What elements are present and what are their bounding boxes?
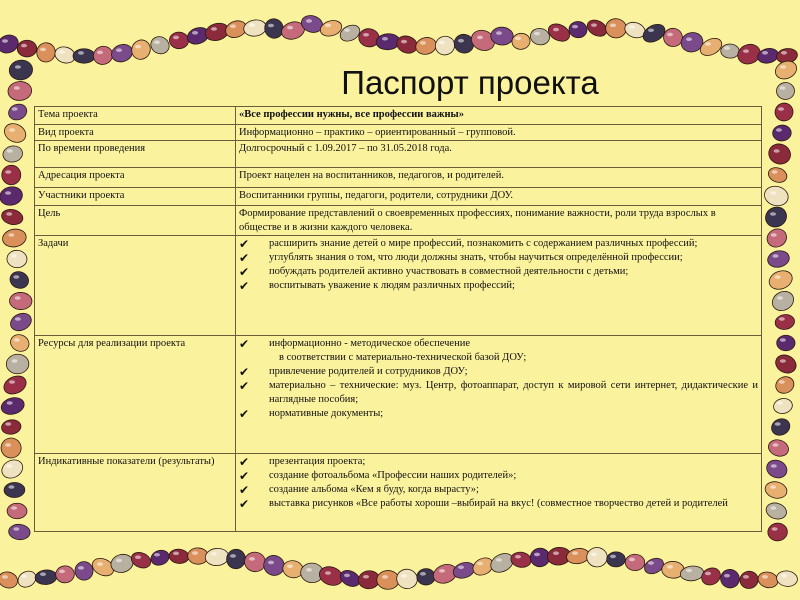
gem bbox=[36, 42, 56, 63]
gem bbox=[738, 569, 760, 590]
check-icon: ✔ bbox=[239, 407, 250, 421]
table-row bbox=[35, 188, 762, 206]
gem bbox=[2, 144, 24, 164]
row-label: Ресурсы для реализации проекта bbox=[35, 336, 236, 454]
check-icon: ✔ bbox=[239, 279, 250, 293]
gem bbox=[776, 570, 799, 588]
gem bbox=[586, 547, 608, 568]
gem bbox=[772, 124, 792, 141]
gem bbox=[128, 37, 153, 63]
gem bbox=[699, 565, 724, 589]
gem bbox=[772, 397, 793, 415]
gem bbox=[774, 313, 796, 331]
check-icon: ✔ bbox=[239, 265, 250, 279]
gem bbox=[772, 100, 796, 124]
gem bbox=[0, 32, 21, 56]
gem bbox=[1, 373, 29, 398]
page-title: Паспорт проекта bbox=[341, 64, 599, 101]
gem bbox=[55, 565, 75, 583]
gem bbox=[769, 416, 793, 438]
row-value bbox=[236, 336, 762, 454]
gem bbox=[8, 332, 32, 355]
results-list bbox=[239, 455, 758, 511]
check-icon: ✔ bbox=[239, 379, 250, 393]
gem bbox=[109, 42, 135, 65]
gem bbox=[511, 32, 531, 51]
row-label: Тема проекта bbox=[35, 107, 236, 125]
gem bbox=[773, 352, 800, 377]
check-icon: ✔ bbox=[239, 365, 250, 379]
row-value: Проект нацелен на воспитанников, педагогов, и родителей. bbox=[236, 168, 762, 188]
gem bbox=[764, 457, 790, 481]
gem bbox=[568, 21, 587, 39]
row-label: Индикативные показатели (результаты) bbox=[35, 454, 236, 532]
list-item: ✔ создание альбома «Кем я буду, когда вырасту»; bbox=[239, 483, 479, 497]
resources-list bbox=[239, 337, 758, 421]
table-row bbox=[35, 125, 762, 141]
gem bbox=[766, 141, 794, 168]
list-item: ✔ расширить знание детей о мире профессий, познакомить с содержанием различных профессий; bbox=[239, 237, 698, 251]
gem bbox=[529, 27, 551, 47]
gem bbox=[764, 501, 788, 522]
gem bbox=[8, 523, 31, 540]
gem bbox=[205, 547, 230, 566]
gem bbox=[625, 554, 645, 571]
gem bbox=[7, 503, 27, 519]
gem bbox=[129, 550, 153, 571]
gem bbox=[149, 548, 171, 568]
check-icon: ✔ bbox=[239, 455, 250, 469]
gem bbox=[1, 164, 22, 186]
gem bbox=[0, 570, 20, 591]
gem bbox=[766, 249, 791, 269]
gem bbox=[766, 268, 794, 293]
table-row bbox=[35, 107, 762, 125]
gem bbox=[169, 32, 189, 49]
gem bbox=[395, 567, 419, 590]
gem bbox=[777, 335, 795, 351]
list-item: ✔ привлечение родителей и сотрудников ДОУ; bbox=[239, 365, 468, 379]
gem bbox=[433, 33, 458, 57]
list-item: ✔ побуждать родителей активно участвовать в совместной деятельности с детьми; bbox=[239, 265, 629, 279]
row-value: «Все профессии нужны, все профессии важны» bbox=[236, 107, 762, 125]
row-label: Адресация проекта bbox=[35, 168, 236, 188]
gem bbox=[0, 185, 24, 208]
gem bbox=[0, 456, 26, 481]
check-icon: ✔ bbox=[239, 251, 250, 265]
gem bbox=[4, 482, 25, 497]
gem bbox=[0, 207, 24, 226]
check-icon: ✔ bbox=[239, 237, 250, 251]
gem bbox=[0, 435, 24, 460]
row-label: Задачи bbox=[35, 236, 236, 336]
row-value bbox=[236, 454, 762, 532]
tasks-list bbox=[239, 237, 758, 293]
gem bbox=[243, 18, 268, 37]
project-passport-table bbox=[34, 106, 762, 532]
gem bbox=[9, 292, 32, 310]
row-value: Воспитанники группы, педагоги, родители, сотрудники ДОУ. bbox=[236, 188, 762, 206]
row-value: Долгосрочный с 1.09.2017 – по 31.05.2018 года. bbox=[236, 141, 762, 168]
gem bbox=[148, 34, 172, 57]
gem bbox=[168, 548, 189, 564]
list-item: ✔ материально – технические: муз. Центр, фотоаппарат, доступ к мировой сети интернет, дидактические и наглядные пособия; bbox=[239, 379, 758, 405]
row-label: Участники проекта bbox=[35, 188, 236, 206]
table-row bbox=[35, 141, 762, 168]
check-icon: ✔ bbox=[239, 483, 250, 497]
table-row bbox=[35, 454, 762, 532]
list-item: ✔ воспитывать уважение к людям различных профессий; bbox=[239, 279, 515, 293]
gem bbox=[640, 21, 668, 46]
check-icon: ✔ bbox=[239, 337, 250, 351]
row-label: По времени проведения bbox=[35, 141, 236, 168]
gem bbox=[762, 203, 790, 230]
gem bbox=[718, 567, 742, 591]
list-item: ✔ нормативные документы; bbox=[239, 407, 384, 421]
gem bbox=[73, 49, 95, 63]
gem bbox=[6, 101, 29, 122]
gem bbox=[764, 226, 790, 251]
gem bbox=[17, 40, 36, 57]
row-label: Вид проекта bbox=[35, 125, 236, 141]
gem bbox=[762, 184, 790, 209]
gem bbox=[763, 480, 788, 501]
gem bbox=[769, 288, 797, 315]
gem bbox=[243, 550, 267, 573]
gem bbox=[721, 44, 740, 59]
gem bbox=[8, 269, 31, 291]
gem bbox=[0, 395, 26, 417]
list-item: ✔ создание фотоальбома «Профессии наших родителей»; bbox=[239, 469, 517, 483]
gem bbox=[417, 568, 436, 585]
list-item: ✔ презентация проекта; bbox=[239, 455, 366, 469]
row-value bbox=[236, 236, 762, 336]
gem bbox=[766, 437, 791, 459]
list-item: ✔ выставка рисунков «Все работы хороши –выбирай на вкус! (совместное творчество детей и родителей bbox=[239, 497, 728, 511]
row-label: Цель bbox=[35, 206, 236, 236]
list-item: ✔ информационно - методическое обеспечение bbox=[239, 337, 470, 351]
check-icon: ✔ bbox=[239, 469, 250, 483]
gem bbox=[6, 250, 27, 269]
table-row bbox=[35, 236, 762, 336]
check-icon: ✔ bbox=[239, 497, 250, 511]
table-row bbox=[35, 168, 762, 188]
gem bbox=[225, 548, 247, 570]
gem bbox=[756, 570, 779, 590]
gem bbox=[414, 35, 438, 56]
gem bbox=[377, 571, 400, 590]
gem bbox=[1, 120, 29, 146]
gem bbox=[773, 374, 797, 396]
gem bbox=[607, 552, 626, 567]
gem bbox=[766, 165, 789, 185]
gem bbox=[605, 18, 627, 39]
row-value: Информационно – практико – ориентированный – групповой. bbox=[236, 125, 762, 141]
table-row bbox=[35, 336, 762, 454]
list-item: в соответствии с материально-технической базой ДОУ; bbox=[279, 352, 527, 363]
gem bbox=[1, 418, 22, 435]
gem bbox=[510, 551, 532, 569]
gem bbox=[8, 310, 35, 334]
list-item: ✔ углублять знания о том, что люди должны знать, чтобы научиться определённой профессии; bbox=[239, 251, 683, 265]
gem bbox=[34, 569, 57, 586]
row-value: Формирование представлений о своевременных профессиях, понимание важности, роли труда взрослых в обществе и в жизни каждого человека. bbox=[236, 206, 762, 236]
table-row bbox=[35, 206, 762, 236]
gem bbox=[1, 227, 27, 249]
gem bbox=[545, 21, 572, 45]
gem bbox=[767, 522, 788, 541]
gem bbox=[75, 561, 94, 580]
gem bbox=[6, 354, 30, 375]
